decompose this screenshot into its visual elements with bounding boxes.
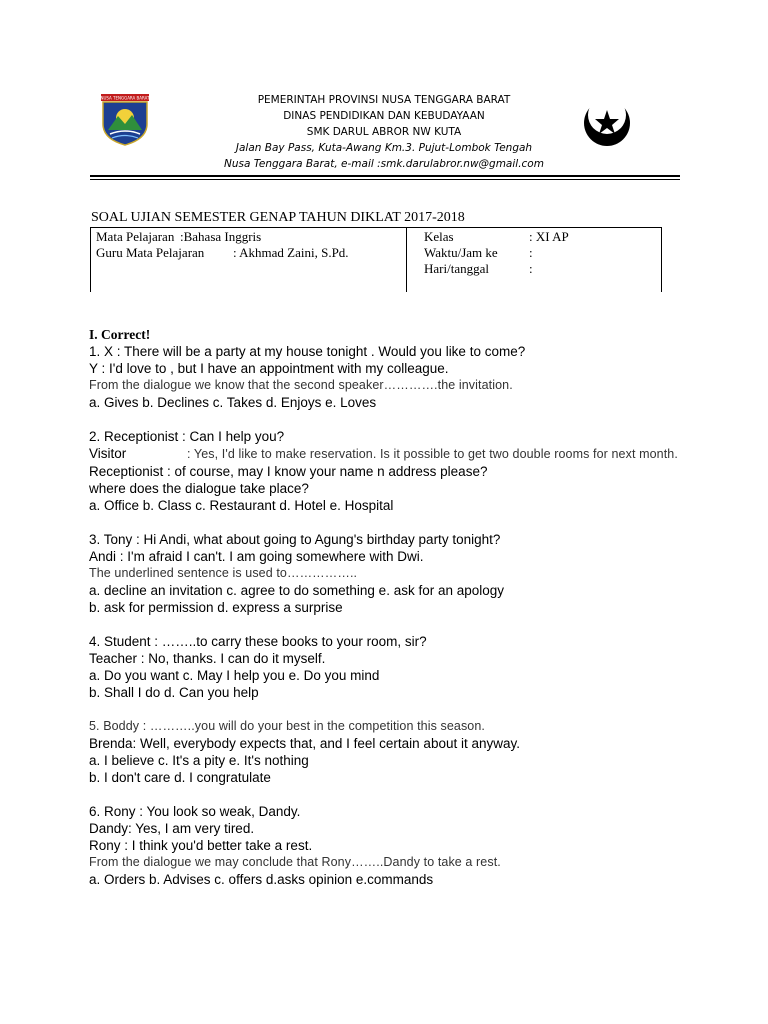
class-value: : XI AP [529, 229, 569, 244]
question-4-options-2: b. Shall I do d. Can you help [89, 685, 259, 700]
question-3-options-1: a. decline an invitation c. agree to do something e. ask for an apology [89, 583, 505, 598]
question-6-options: a. Orders b. Advises c. offers d.asks opinion e.commands [89, 872, 434, 887]
subject-label: Mata Pelajaran [96, 229, 175, 244]
info-left-column [96, 229, 349, 261]
question-2-line-3: Receptionist : of course, may I know your name n address please? [89, 464, 488, 479]
info-box-divider [406, 228, 407, 292]
header-rule-thin [90, 179, 680, 180]
question-2 [89, 428, 689, 514]
question-1-line-3: From the dialogue we know that the second speaker………….the invitation. [89, 378, 513, 392]
question-2-line-2 [89, 445, 689, 463]
question-4 [89, 633, 689, 701]
question-3-line-3: The underlined sentence is used to…………….. [89, 566, 358, 580]
question-4-options-1: a. Do you want c. May I help you e. Do you mind [89, 668, 380, 683]
time-value: : [529, 245, 533, 260]
school-letterhead [0, 92, 768, 172]
question-5 [89, 718, 689, 786]
date-label: Hari/tanggal [424, 261, 489, 276]
question-6-line-1: 6. Rony : You look so weak, Dandy. [89, 804, 301, 819]
question-2-line-4: where does the dialogue take place? [89, 481, 309, 496]
question-3-line-1: 3. Tony : Hi Andi, what about going to Agung's birthday party tonight? [89, 532, 501, 547]
teacher-label: Guru Mata Pelajaran [96, 245, 205, 260]
date-row [424, 261, 569, 277]
question-6-line-2: Dandy: Yes, I am very tired. [89, 821, 255, 836]
question-5-line-1: 5. Boddy : ………..you will do your best in the competition this season. [89, 719, 485, 733]
question-1 [89, 343, 689, 411]
header-rule-thick [90, 175, 680, 177]
question-4-line-2: Teacher : No, thanks. I can do it myself. [89, 651, 326, 666]
info-right-column [424, 229, 569, 277]
question-2-line-1: 2. Receptionist : Can I help you? [89, 429, 285, 444]
letterhead-school-name: SMK DARUL ABROR NW KUTA [306, 126, 462, 138]
question-2-options: a. Office b. Class c. Restaurant d. Hotel e. Hospital [89, 498, 394, 513]
question-3-line-2: Andi : I'm afraid I can't. I am going somewhere with Dwi. [89, 549, 424, 564]
exam-questions [89, 327, 689, 888]
question-5-options-2: b. I don't care d. I congratulate [89, 770, 271, 785]
time-row [424, 245, 569, 261]
time-label: Waktu/Jam ke [424, 245, 498, 260]
exam-info-box [90, 227, 662, 292]
question-6-line-3: Rony : I think you'd better take a rest. [89, 838, 313, 853]
question-2-speaker: Visitor [89, 446, 127, 461]
question-6 [89, 803, 689, 888]
question-4-line-1: 4. Student : ……..to carry these books to your room, sir? [89, 634, 427, 649]
question-5-line-2: Brenda: Well, everybody expects that, and I feel certain about it anyway. [89, 736, 520, 751]
question-1-line-2: Y : I'd love to , but I have an appointment with my colleague. [89, 361, 449, 376]
letterhead-address: Jalan Bay Pass, Kuta-Awang Km.3. Pujut-Lombok Tengah [235, 142, 533, 154]
class-row [424, 229, 569, 245]
question-3 [89, 531, 689, 616]
question-3-options-2: b. ask for permission d. express a surprise [89, 600, 343, 615]
subject-row [96, 229, 349, 245]
teacher-row [96, 245, 349, 261]
question-1-line-1: 1. X : There will be a party at my house tonight . Would you like to come? [89, 344, 526, 359]
logo-left-caption: NUSA TENGGARA BARAT [100, 95, 150, 101]
letterhead-email: Nusa Tenggara Barat, e-mail :smk.darulabror.nw@gmail.com [224, 158, 544, 170]
exam-title: SOAL UJIAN SEMESTER GENAP TAHUN DIKLAT 2017-2018 [91, 210, 465, 225]
question-6-line-4: From the dialogue we may conclude that Rony……..Dandy to take a rest. [89, 855, 501, 869]
class-label: Kelas [424, 229, 454, 244]
date-value: : [529, 261, 533, 276]
section-title: I. Correct! [89, 327, 151, 342]
question-1-options: a. Gives b. Declines c. Takes d. Enjoys e. Loves [89, 395, 377, 410]
letterhead-government: PEMERINTAH PROVINSI NUSA TENGGARA BARAT [257, 94, 511, 106]
subject-value: :Bahasa Inggris [180, 229, 262, 244]
teacher-value: : Akhmad Zaini, S.Pd. [233, 245, 349, 260]
question-5-options-1: a. I believe c. It's a pity e. It's nothing [89, 753, 309, 768]
letterhead-department: DINAS PENDIDIKAN DAN KEBUDAYAAN [283, 110, 485, 122]
question-2-speech: : Yes, I'd like to make reservation. Is it possible to get two double rooms for next month. [187, 447, 678, 461]
